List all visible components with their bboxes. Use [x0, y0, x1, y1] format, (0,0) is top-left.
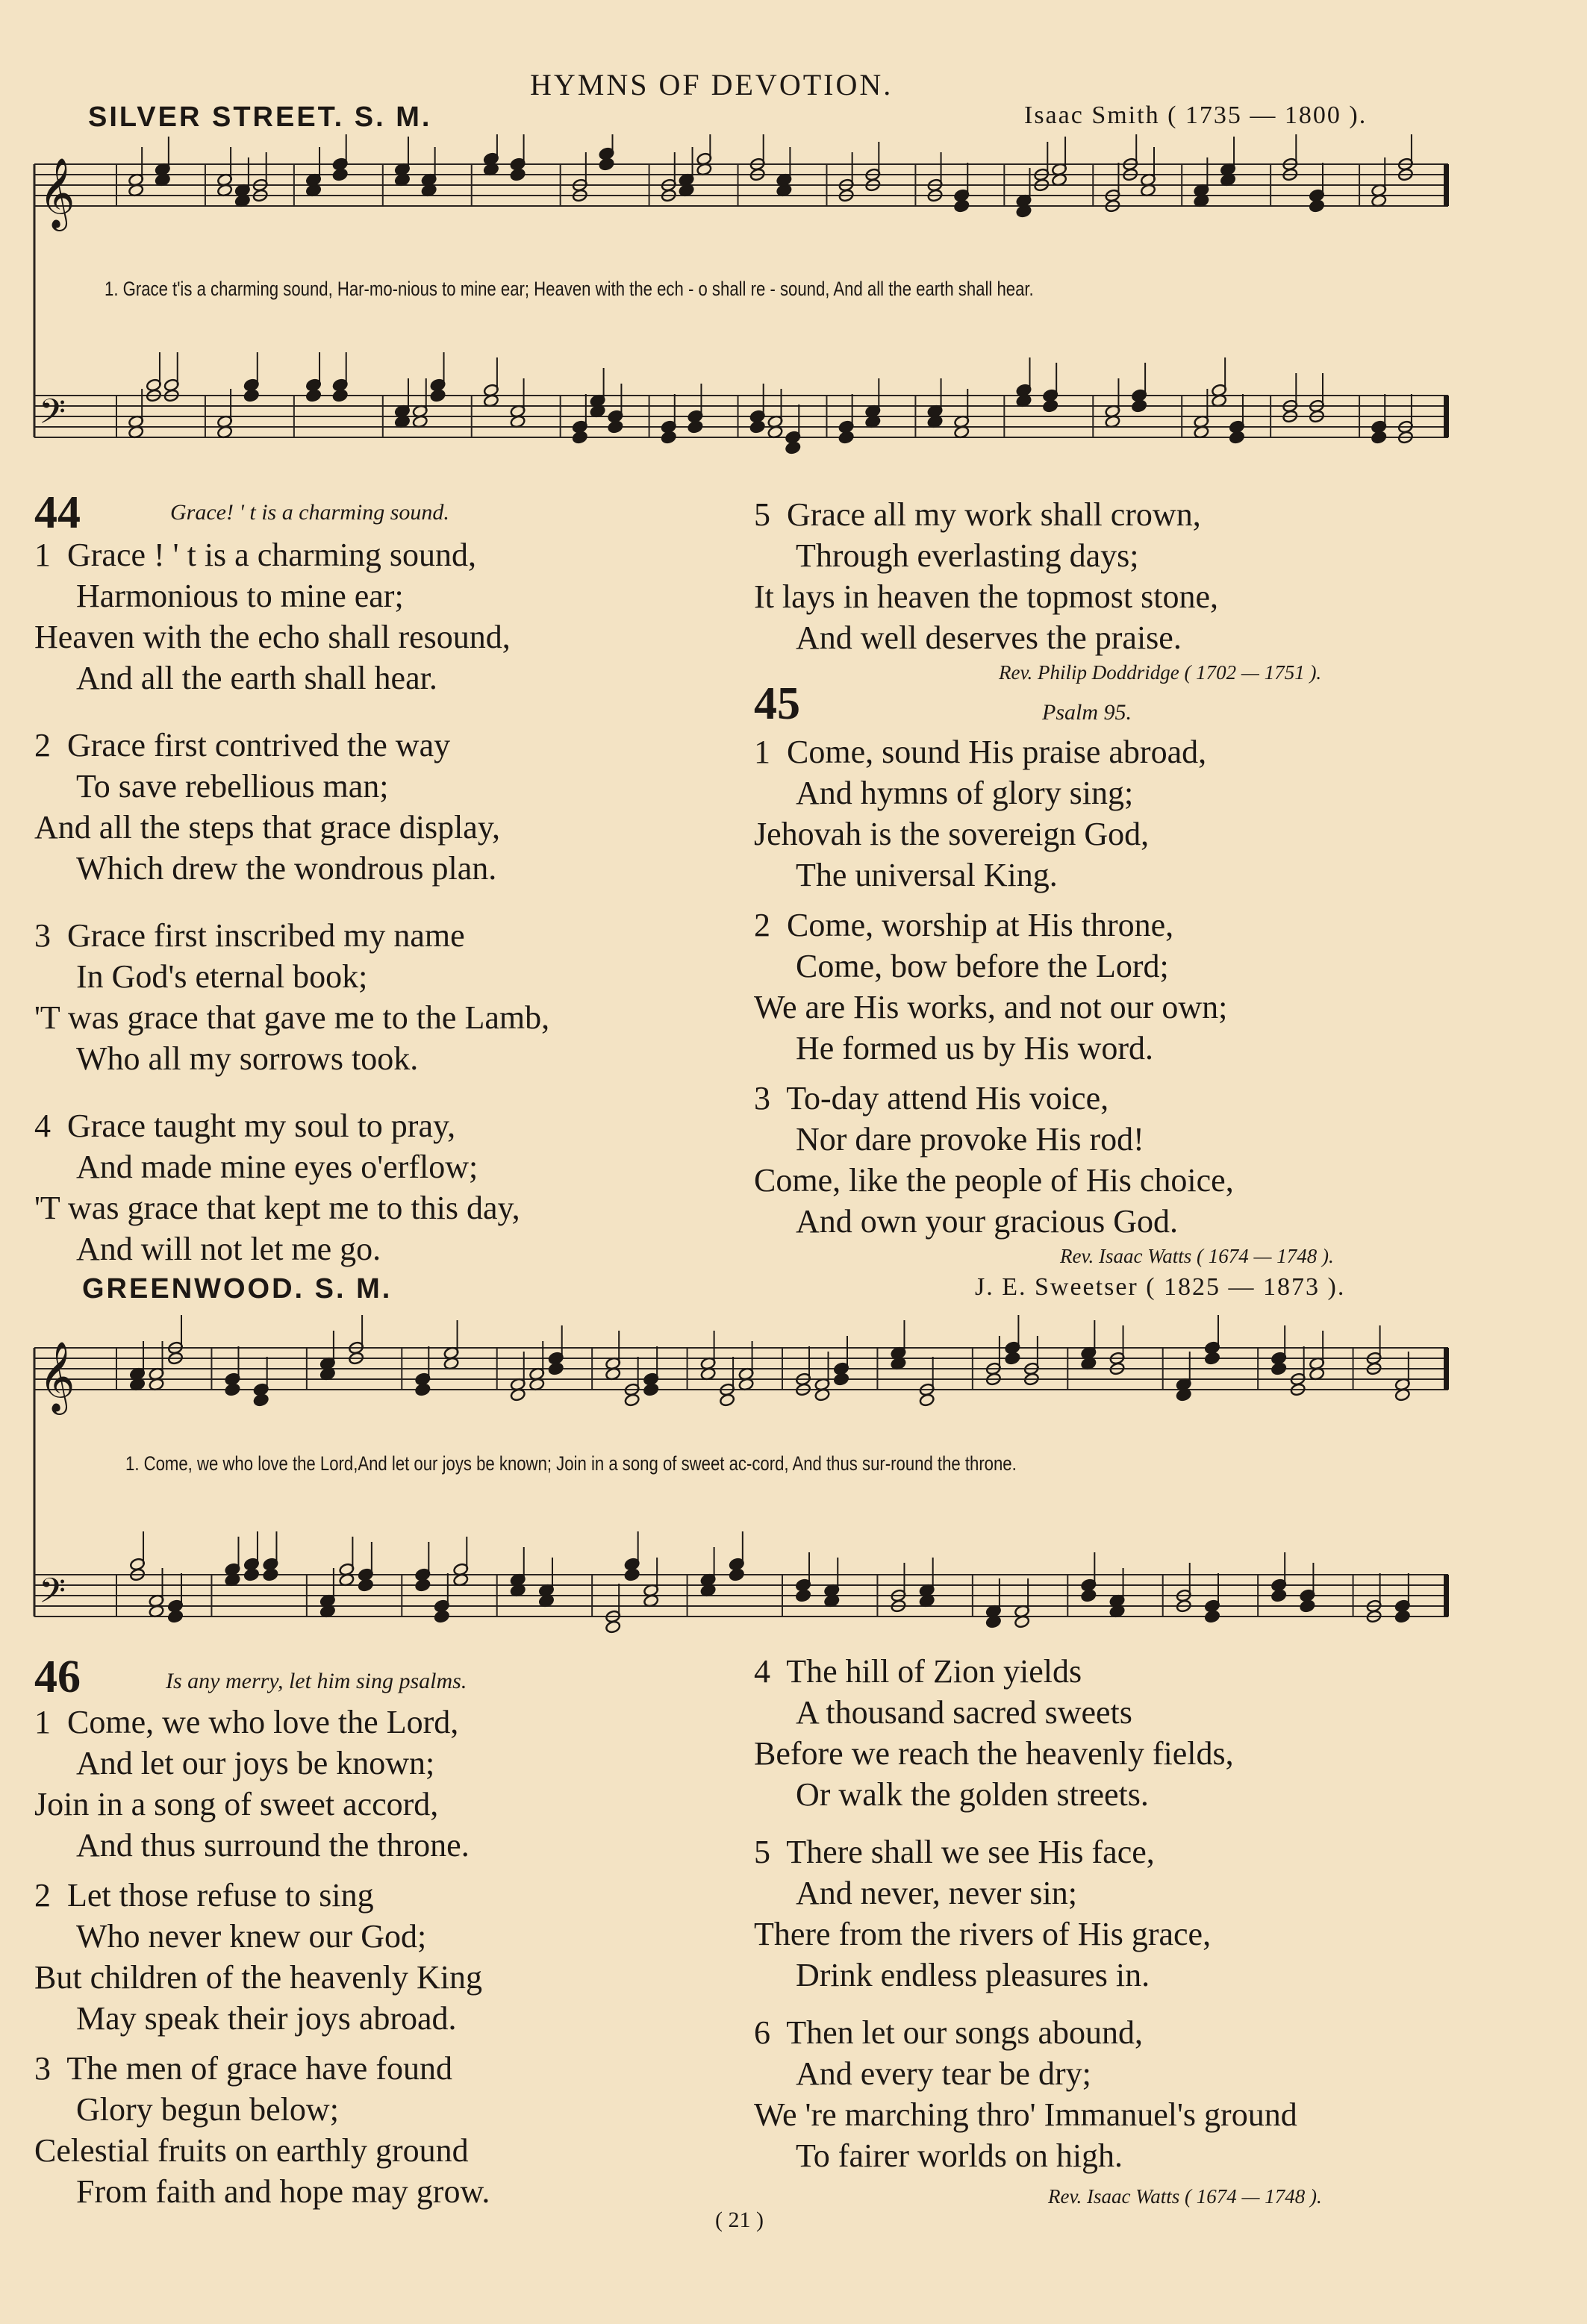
tune-name: GREENWOOD. S. M. — [82, 1273, 393, 1305]
verse-line: May speak their joys abroad. — [76, 2000, 457, 2037]
stanza — [754, 1078, 1500, 1242]
verse-line: To save rebellious man; — [76, 768, 389, 805]
verse-line: And every tear be dry; — [796, 2055, 1091, 2092]
note-head — [719, 1393, 735, 1407]
verse-line: 1 Come, we who love the Lord, — [34, 1704, 459, 1740]
note-head — [1270, 1589, 1286, 1602]
stanza — [754, 905, 1500, 1069]
stanza — [34, 534, 751, 699]
verse-line: 1 Come, sound His praise abroad, — [754, 734, 1207, 770]
verse-line: The universal King. — [796, 857, 1058, 893]
hymn-subtitle: Grace! ' t is a charming sound. — [170, 500, 449, 525]
stanza — [754, 1651, 1500, 1815]
hymn-subtitle: Psalm 95. — [1042, 700, 1132, 725]
verse-line: 2 Come, worship at His throne, — [754, 907, 1174, 943]
verse-line: Come, like the people of His choice, — [754, 1162, 1234, 1199]
verse-line: Through everlasting days; — [796, 537, 1139, 574]
verse-line: But children of the heavenly King — [34, 1959, 482, 1996]
treble-clef-icon: 𝄞 — [39, 1341, 75, 1412]
verse-line: We are His works, and not our own; — [754, 989, 1228, 1025]
note-head — [954, 199, 970, 213]
verse-line: 'T was grace that gave me to the Lamb, — [34, 999, 550, 1036]
hymn-number: 46 — [34, 1652, 81, 1702]
note-head — [253, 1393, 269, 1407]
verse-line: 4 The hill of Zion yields — [754, 1653, 1082, 1690]
verse-line: 3 The men of grace have found — [34, 2050, 452, 2087]
stanza — [34, 1875, 751, 2039]
stanza — [34, 1702, 751, 1866]
note-head — [1371, 431, 1387, 444]
note-head — [688, 420, 703, 434]
verse-line: To fairer worlds on high. — [796, 2137, 1123, 2174]
verse-line: 1 Grace ! ' t is a charming sound, — [34, 537, 476, 573]
verse-line: And hymns of glory sing; — [796, 775, 1134, 811]
verse-line: And own your gracious God. — [796, 1203, 1179, 1240]
verse-line: In God's eternal book; — [76, 958, 368, 995]
stanza — [34, 2048, 751, 2212]
note-head — [1394, 1610, 1410, 1623]
tune-composer: Isaac Smith ( 1735 — 1800 ). — [1024, 101, 1368, 129]
verse-line: And made mine eyes o'erflow; — [76, 1149, 478, 1185]
verse-line: Or walk the golden streets. — [796, 1776, 1149, 1813]
author-credit: Rev. Isaac Watts ( 1674 — 1748 ). — [1048, 2185, 1322, 2208]
note-head — [919, 1393, 935, 1407]
hymn-subtitle: Is any merry, let him sing psalms. — [166, 1669, 467, 1693]
note-head — [833, 1372, 849, 1386]
page-header: HYMNS OF DEVOTION. — [530, 68, 894, 101]
verse-line: And let our joys be known; — [76, 1745, 435, 1781]
note-head — [548, 1362, 564, 1375]
note-head — [785, 441, 801, 455]
verse-line: And thus surround the throne. — [76, 1827, 470, 1864]
tune-name: SILVER STREET. S. M. — [88, 101, 432, 133]
stanza — [754, 2012, 1500, 2176]
note-head — [358, 1578, 373, 1592]
hymn44-stanza5 — [754, 494, 1500, 658]
verse-line: There from the rivers of His grace, — [754, 1916, 1212, 1952]
verse-line: Heaven with the echo shall resound, — [34, 619, 511, 655]
note-head — [643, 1383, 658, 1396]
verse-line: And never, never sin; — [796, 1875, 1078, 1911]
note-head — [605, 1620, 620, 1634]
treble-clef-icon: 𝄞 — [39, 157, 75, 228]
verse-line: Nor dare provoke His rod! — [796, 1121, 1144, 1158]
lyric-underlay: 1. Come, we who love the Lord,And let our joys be known; Join in a song of sweet ac-cord, And thus sur-round the throne. — [125, 1452, 1017, 1475]
note-head — [1204, 1610, 1220, 1623]
bass-clef-icon: 𝄢 — [39, 1571, 66, 1619]
hymn44-stanzas — [34, 534, 751, 1269]
note-head — [1270, 1362, 1286, 1375]
stanza — [34, 725, 751, 889]
verse-line: 6 Then let our songs abound, — [754, 2014, 1144, 2051]
tune-composer: J. E. Sweetser ( 1825 — 1873 ). — [975, 1273, 1346, 1301]
verse-line: From faith and hope may grow. — [76, 2173, 490, 2210]
verse-line: It lays in heaven the topmost stone, — [754, 578, 1218, 615]
verse-line: Jehovah is the sovereign God, — [754, 816, 1150, 852]
verse-line: 2 Let those refuse to sing — [34, 1877, 374, 1914]
verse-line: 3 Grace first inscribed my name — [34, 917, 465, 954]
final-bar — [1444, 1575, 1449, 1617]
verse-line: 4 Grace taught my soul to pray, — [34, 1108, 456, 1144]
verse-line: And all the earth shall hear. — [76, 660, 437, 696]
stanza — [754, 1831, 1500, 1996]
note-head — [1005, 1352, 1020, 1365]
hymn-number: 44 — [34, 487, 81, 538]
verse-line: 3 To-day attend His voice, — [754, 1080, 1109, 1116]
verse-line: He formed us by His word. — [796, 1030, 1154, 1066]
verse-line: Drink endless pleasures in. — [796, 1957, 1150, 1993]
note-head — [415, 1383, 431, 1396]
note-head — [1081, 1589, 1097, 1602]
final-bar — [1444, 1348, 1449, 1390]
stanza — [754, 731, 1500, 896]
note-head — [838, 431, 854, 444]
verse-line: Harmonious to mine ear; — [76, 578, 404, 614]
hymn45-stanzas — [754, 731, 1500, 1242]
verse-line: Join in a song of sweet accord, — [34, 1786, 439, 1822]
verse-line: Who all my sorrows took. — [76, 1040, 419, 1077]
note-head — [1309, 199, 1324, 213]
verse-line: And will not let me go. — [76, 1231, 381, 1267]
hymn46-stanzas-left — [34, 1702, 751, 2212]
verse-line: And well deserves the praise. — [796, 619, 1182, 656]
verse-line: Come, bow before the Lord; — [796, 948, 1169, 984]
verse-line: Celestial fruits on earthly ground — [34, 2132, 469, 2169]
lyric-underlay: 1. Grace t'is a charming sound, Har-mo-nious to mine ear; Heaven with the ech - o shall re - sound, And all the earth shall hear. — [105, 278, 1034, 300]
author-credit: Rev. Philip Doddridge ( 1702 — 1751 ). — [999, 661, 1322, 684]
note-head — [624, 1393, 640, 1407]
note-head — [332, 168, 348, 181]
page-number: ( 21 ) — [715, 2208, 764, 2232]
bass-clef-icon: 𝄢 — [39, 392, 66, 440]
verse-line: 2 Grace first contrived the way — [34, 727, 451, 763]
music-system-1 — [30, 134, 1463, 485]
final-bar — [1444, 396, 1449, 437]
verse-line: Glory begun below; — [76, 2091, 339, 2128]
verse-line: Who never knew our God; — [76, 1918, 427, 1955]
note-head — [1042, 399, 1058, 413]
final-bar — [1444, 164, 1449, 206]
note-head — [608, 420, 623, 434]
author-credit: Rev. Isaac Watts ( 1674 — 1748 ). — [1060, 1245, 1334, 1267]
verse-line: Before we reach the heavenly fields, — [754, 1735, 1234, 1772]
note-head — [749, 420, 765, 434]
verse-line: 5 Grace all my work shall crown, — [754, 496, 1201, 533]
stanza — [34, 1105, 751, 1269]
verse-line: A thousand sacred sweets — [796, 1694, 1132, 1731]
hymn46-stanzas-right — [754, 1651, 1500, 2176]
verse-line: We 're marching thro' Immanuel's ground — [754, 2096, 1297, 2133]
hymn-number: 45 — [754, 678, 800, 729]
stanza — [34, 915, 751, 1079]
verse-line: 5 There shall we see His face, — [754, 1834, 1155, 1870]
verse-line: And all the steps that grace display, — [34, 809, 500, 846]
verse-line: Which drew the wondrous plan. — [76, 850, 497, 887]
verse-line: 'T was grace that kept me to this day, — [34, 1190, 520, 1226]
